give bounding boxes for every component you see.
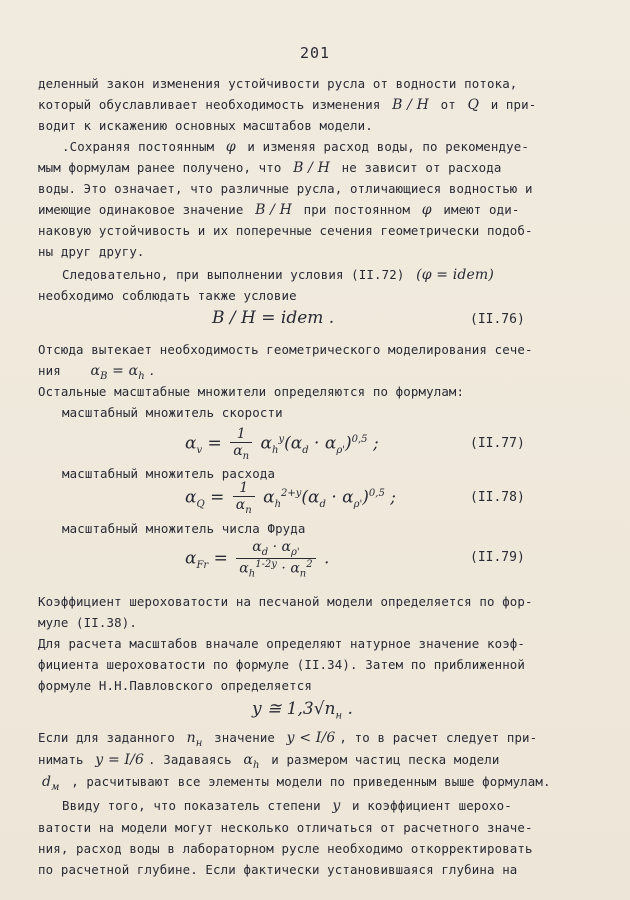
- text-line: Отсюда вытекает необходимость геометрического моделирования сече-: [38, 342, 533, 357]
- text-line: масштабный множитель скорости: [62, 405, 283, 420]
- math-y-value: y = I/6: [95, 752, 145, 768]
- text-line: водит к искажению основных масштабов модели.: [38, 118, 373, 133]
- text-line-7: имеющие одинаковое значение B / H при постоянном φ имеют оди-: [38, 202, 520, 218]
- equation-pavlovsky: y ≅ $1,3√n_н$ .: [252, 699, 353, 722]
- text-line: по расчетной глубине. Если фактически установившаяся глубина на: [38, 862, 518, 877]
- math-q: Q: [467, 97, 480, 113]
- math-n-n: $n_н$: [186, 730, 203, 749]
- text-line-13: ния $\alpha_B = \alpha_h$ .: [38, 363, 158, 382]
- text-line-4: .Сохраняя постоянным φ и изменяя расход воды, по рекомендуе-: [62, 139, 529, 155]
- text-line-23: Если для заданного $n_н$ значение y < I/6 , то в расчет следует при-: [38, 730, 538, 749]
- text-line: масштабный множитель числа Фруда: [62, 521, 306, 536]
- equation-number-79: (II.79): [470, 550, 525, 565]
- text-line-24: нимать y = I/6 . Задаваясь $\alpha_h$ и размером частиц песка модели: [38, 752, 500, 771]
- fraction: $\frac{1}{\alpha_n}$: [230, 426, 252, 462]
- equation-number-78: (II.78): [470, 490, 525, 505]
- text-line: формуле Н.Н.Павловского определяется: [38, 678, 312, 693]
- fraction: $\frac{1}{\alpha_n}$: [233, 480, 255, 516]
- equation-78: $\alpha_Q$ = $\frac{1}{\alpha_n}$ $\alpha_h^{2+y}(\alpha_d \cdot \alpha_{\rho'})^{0,5}$ ;: [185, 480, 396, 516]
- math-b-over-h: B / H: [255, 202, 292, 218]
- text-line-10: Следовательно, при выполнении условия (II.72) (φ = idem): [62, 267, 498, 283]
- text-line-25: $d_м$ , расчитывают все элементы модели по приведенным выше формулам.: [38, 774, 551, 793]
- fraction: $\frac{\alpha_d \cdot \alpha_{\rho'}}{\alpha_h^{1-2y} \cdot \alpha_n^2}$: [236, 539, 315, 579]
- text-line: ватости на модели могут несколько отличаться от расчетного значе-: [38, 820, 533, 835]
- math-alpha-h: $\alpha_h$: [243, 752, 260, 771]
- text-line: Остальные масштабные множители определяются по формулам:: [38, 384, 465, 399]
- math-phi: φ: [421, 202, 432, 218]
- text-line: ны друг другу.: [38, 244, 145, 259]
- equation-76: B / H = idem .: [212, 308, 335, 328]
- text-line-2: который обуславливает необходимость изменения B / H от Q и при-: [38, 97, 537, 113]
- text-line: масштабный множитель расхода: [62, 466, 276, 481]
- text-line: деленный закон изменения устойчивости русла от водности потока,: [38, 76, 518, 91]
- equation-number-76: (II.76): [470, 312, 525, 327]
- math-alpha-b-eq-alpha-h: $\alpha_B = \alpha_h$ .: [90, 363, 155, 382]
- text-line: фициента шероховатости по формуле (II.34). Затем по приближенной: [38, 657, 526, 672]
- math-phi: φ: [225, 139, 236, 155]
- page-number: 201: [299, 44, 331, 62]
- math-y-condition: y < I/6: [286, 730, 336, 746]
- text-line-26: Ввиду того, что показатель степени y и коэффициент шерохо-: [62, 798, 512, 814]
- equation-77: $\alpha_v$ = $\frac{1}{\alpha_n}$ $\alpha_h^y(\alpha_d \cdot \alpha_{\rho'})^{0,5}$ ;: [185, 426, 379, 462]
- text-line: ния, расход воды в лабораторном русле необходимо откорректировать: [38, 841, 533, 856]
- math-b-over-h: B / H: [293, 160, 331, 176]
- equation-79: $\alpha_{Fr}$ = $\frac{\alpha_d \cdot \alpha_{\rho'}}{\alpha_h^{1-2y} \cdot \alpha_n^2}$ .: [185, 539, 330, 580]
- text-line: наковую устойчивость и их поперечные сечения геометрически подоб-: [38, 223, 533, 238]
- math-condition: (φ = idem): [416, 267, 494, 283]
- text-line-5: мым формулам ранее получено, что B / H не зависит от расхода: [38, 160, 502, 176]
- text-line: необходимо соблюдать также условие: [38, 288, 297, 303]
- equation-number-77: (II.77): [470, 436, 525, 451]
- math-y: y: [332, 798, 341, 814]
- text-line: Коэффициент шероховатости на песчаной модели определяется по фор-: [38, 594, 533, 609]
- math-d-m: $d_м$: [42, 774, 60, 793]
- text-line: Для расчета масштабов вначале определяют натурное значение коэф-: [38, 636, 526, 651]
- math-b-over-h: B / H: [392, 97, 429, 113]
- text-line: муле (II.38).: [38, 615, 137, 630]
- text-line: воды. Это означает, что различные русла, отличающиеся водностью и: [38, 181, 533, 196]
